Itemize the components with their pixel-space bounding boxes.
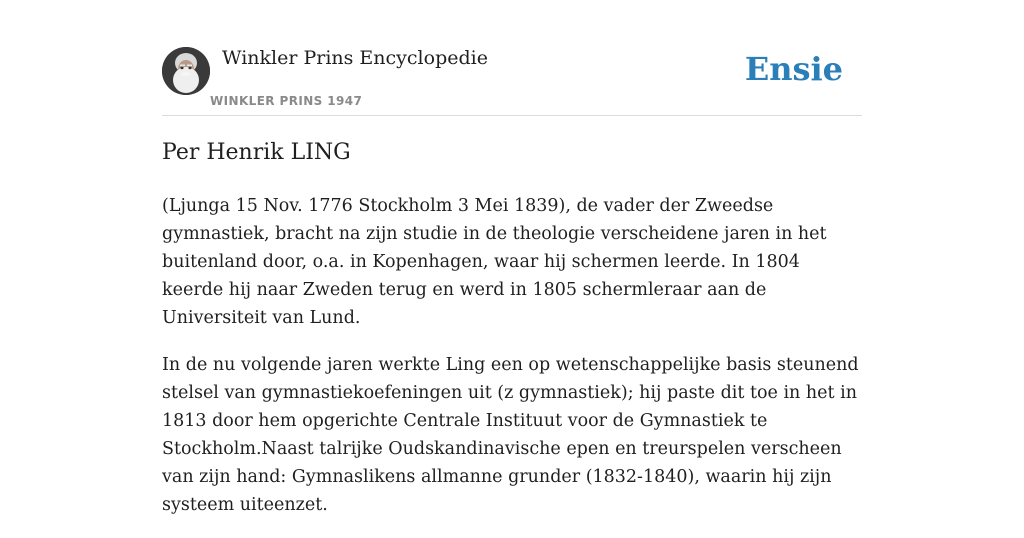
brand-logo-link[interactable]: Ensie	[744, 50, 843, 88]
article-body	[162, 192, 862, 538]
source-avatar[interactable]	[162, 47, 210, 95]
article-paragraph: In de nu volgende jaren werkte Ling een op wetenschappelijke basis steunend stelsel van gymnastiekoefeningen uit (z gymnastiek); hij paste dit toe in het in 1813 door hem opgerichte Centrale Instituut voor de Gymnastiek te Stockholm.Naast talrijke Oudskandinavische epen en treurspelen verscheen van zijn hand: Gymnaslikens allmanne grunder (1832-1840), waarin hij zijn systeem uiteenzet.	[162, 355, 859, 515]
source-header	[162, 40, 862, 116]
page-title: Per Henrik LING	[162, 140, 351, 165]
bearded-man-portrait-icon	[162, 47, 210, 95]
source-subtitle[interactable]: WINKLER PRINS 1947	[210, 94, 363, 108]
article-paragraph: (Ljunga 15 Nov. 1776 Stockholm 3 Mei 1839), de vader der Zweedse gymnastiek, bracht na zijn studie in de theologie verscheidene jaren in het buitenland door, o.a. in Kopenhagen, waar hij schermen leerde. In 1804 keerde hij naar Zweden terug en werd in 1805 schermleraar aan de Universiteit van Lund.	[162, 196, 827, 328]
source-title[interactable]: Winkler Prins Encyclopedie	[222, 47, 488, 69]
